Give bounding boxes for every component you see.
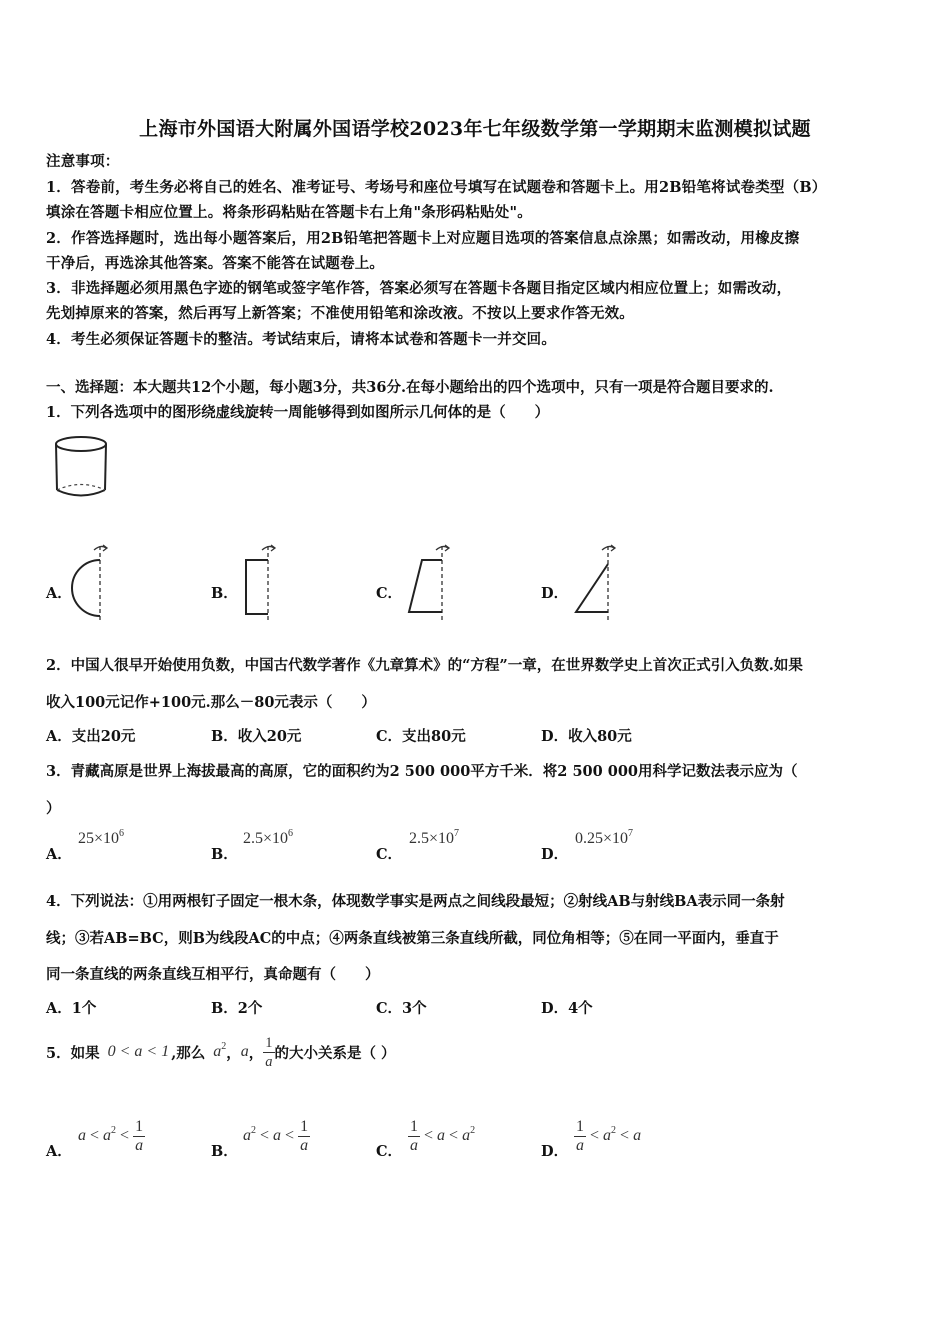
q5-label-c: C． xyxy=(376,1143,403,1160)
q2-option-b: B．收入20元 xyxy=(211,728,302,745)
notice-line-5: 3．非选择题必须用黑色字迹的钢笔或签字笔作答，答案必须写在答题卡各题目指定区域内相应位置上；如需改动， xyxy=(46,280,792,297)
q5-a-squared: $a^2$ xyxy=(213,1041,227,1060)
q3-option-a-value: $25\times 10^6$ xyxy=(78,828,125,847)
q5-label-d: D． xyxy=(541,1143,569,1160)
q4-stem-line-1: 4．下列说法：①用两根钉子固定一根木条，体现数学事实是两点之间线段最短；②射线AB与射线BA表示同一条射 xyxy=(46,893,785,910)
q1-figure-a-semicircle xyxy=(74,542,114,622)
q2-option-a: A．支出20元 xyxy=(46,728,136,745)
q3-label-c: C． xyxy=(376,846,403,863)
q5-mid: ,那么 xyxy=(171,1044,206,1062)
q5-reciprocal-a: $\frac{1}{a}$ xyxy=(265,1034,273,1070)
q5-stem xyxy=(46,1030,396,1074)
q4-stem-line-2: 线；③若AB=BC，则B为线段AC的中点；④两条直线被第三条直线所截，同位角相等；⑤在同一平面内，垂直于 xyxy=(46,930,779,947)
q5-label-b: B． xyxy=(211,1143,238,1160)
page-title: 上海市外国语大附属外国语学校2023年七年级数学第一学期期末监测模拟试题 xyxy=(139,118,811,140)
q5-option-d: $\frac{1}{a}$ < $a^2$ < a xyxy=(576,1117,642,1154)
q3-stem-line-2: ） xyxy=(46,800,61,817)
q3-stem-line-1: 3．青藏高原是世界上海拔最高的高原，它的面积约为2 500 000平方千米．将2 500 000用科学记数法表示应为（ xyxy=(46,763,798,780)
section-heading: 一、选择题：本大题共12个小题，每小题3分，共36分.在每小题给出的四个选项中，只有一项是符合题目要求的. xyxy=(46,379,774,396)
q1-figure-b-rectangle xyxy=(238,542,278,622)
q1-label-c: C． xyxy=(376,585,403,602)
q5-option-c: $\frac{1}{a}$ < a < $a^2$ xyxy=(410,1117,476,1154)
q5-suffix: 的大小关系是（ ） xyxy=(274,1044,396,1062)
q3-label-d: D． xyxy=(541,846,569,863)
q3-option-d-value: $0.25\times 10^7$ xyxy=(575,828,634,847)
q5-condition: 0 < a < 1 xyxy=(107,1043,170,1060)
q5-a: a xyxy=(240,1043,249,1060)
q5-option-b: $a^2$ < a < $\frac{1}{a}$ xyxy=(243,1117,309,1154)
q1-stem: 1．下列各选项中的图形绕虚线旋转一周能够得到如图所示几何体的是（ ） xyxy=(46,404,550,421)
q5-comma-2: ， xyxy=(248,1044,264,1062)
q2-stem-line-2: 收入100元记作+100元.那么－80元表示（ ） xyxy=(46,694,376,711)
q1-label-a: A． xyxy=(46,585,72,602)
q4-stem-line-3: 同一条直线的两条直线互相平行，真命题有（ ） xyxy=(46,966,380,983)
q4-option-d: D．4个 xyxy=(541,1000,593,1017)
q2-option-d: D．收入80元 xyxy=(541,728,632,745)
q2-option-c: C．支出80元 xyxy=(376,728,466,745)
cylinder-figure xyxy=(52,435,112,500)
q4-option-b: B．2个 xyxy=(211,1000,263,1017)
notice-line-6: 先划掉原来的答案，然后再写上新答案；不准使用铅笔和涂改液。不按以上要求作答无效。 xyxy=(46,305,634,322)
q3-label-a: A． xyxy=(46,846,72,863)
q1-figure-c-trapezoid xyxy=(402,542,452,622)
notice-line-7: 4．考生必须保证答题卡的整洁。考试结束后，请将本试卷和答题卡一并交回。 xyxy=(46,331,557,348)
q3-label-b: B． xyxy=(211,846,238,863)
q4-option-c: C．3个 xyxy=(376,1000,427,1017)
q4-option-a: A．1个 xyxy=(46,1000,97,1017)
notice-line-1: 1．答卷前，考生务必将自己的姓名、准考证号、考场号和座位号填写在试题卷和答题卡上。用2B铅笔将试卷类型（B） xyxy=(46,179,827,196)
q1-figure-d-triangle xyxy=(570,542,620,622)
q5-prefix: 5．如果 xyxy=(46,1044,100,1062)
notice-line-2: 填涂在答题卡相应位置上。将条形码粘贴在答题卡右上角"条形码粘贴处"。 xyxy=(46,204,532,221)
q3-option-b-value: $2.5\times 10^6$ xyxy=(243,828,294,847)
notice-heading: 注意事项： xyxy=(46,153,120,170)
q5-option-a: a < $a^2$ < $\frac{1}{a}$ xyxy=(78,1117,144,1154)
q1-label-d: D． xyxy=(541,585,569,602)
q2-stem-line-1: 2．中国人很早开始使用负数，中国古代数学著作《九章算术》的“方程”一章，在世界数学史上首次正式引入负数.如果 xyxy=(46,657,803,674)
notice-line-3: 2．作答选择题时，选出每小题答案后，用2B铅笔把答题卡上对应题目选项的答案信息点涂黑；如需改动，用橡皮擦 xyxy=(46,230,800,247)
q1-label-b: B． xyxy=(211,585,238,602)
notice-line-4: 干净后，再选涂其他答案。答案不能答在试题卷上。 xyxy=(46,255,385,272)
q3-option-c-value: $2.5\times 10^7$ xyxy=(409,828,460,847)
q5-label-a: A． xyxy=(46,1143,72,1160)
q5-comma-1: ， xyxy=(226,1044,241,1062)
